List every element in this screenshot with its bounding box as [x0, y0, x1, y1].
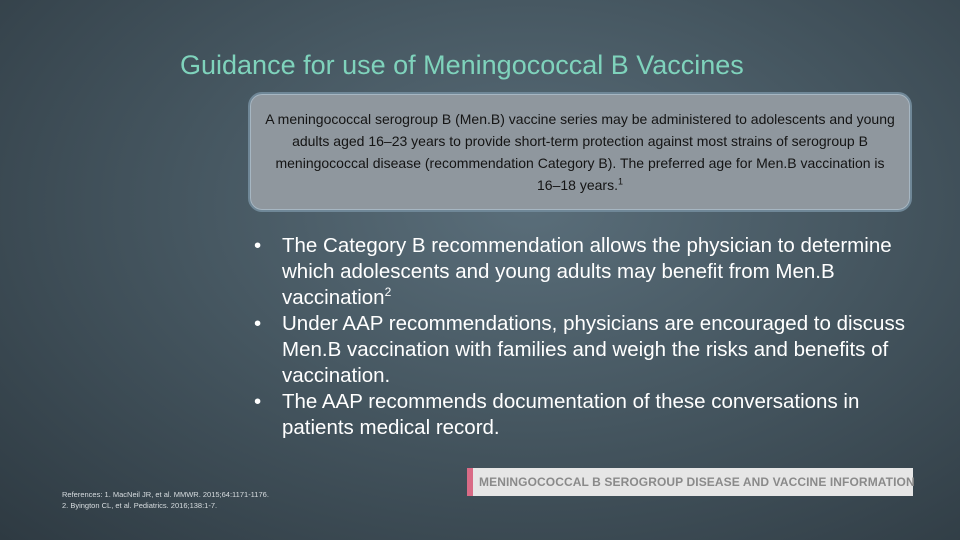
- bullet-marker: •: [254, 390, 262, 413]
- bullet-marker: •: [254, 312, 262, 335]
- recommendation-callout: [248, 92, 912, 212]
- bullet-marker: •: [254, 234, 262, 257]
- bullet-text: The AAP recommends documentation of these conversations in patients medical record.: [282, 390, 860, 439]
- bullet-item-category-b: [254, 233, 934, 311]
- callout-text-wrapper: [262, 108, 898, 196]
- callout-text: A meningococcal serogroup B (Men.B) vaccine series may be administered to adolescents and young adults aged 16–23 years to provide short-term protection against most strains of serogroup B meningococcal disease (recommendation Category B). The preferred age for Men.B vaccination is 16–18 years.: [265, 111, 895, 193]
- callout-footnote: 1: [617, 176, 623, 187]
- bullet-item-documentation: [254, 389, 934, 441]
- banner-text: MENINGOCOCCAL B SEROGROUP DISEASE AND VACCINE INFORMATION: [479, 475, 915, 489]
- bullet-list: [254, 233, 934, 441]
- bullet-footnote: 2: [384, 285, 392, 300]
- slide-title: Guidance for use of Meningococcal B Vaccines: [180, 50, 744, 80]
- bullet-text: The Category B recommendation allows the physician to determine which adolescents and young adults may benefit from Men.B vaccination: [282, 234, 892, 309]
- info-banner-link[interactable]: [467, 468, 913, 496]
- references: [62, 489, 269, 511]
- bullet-text: Under AAP recommendations, physicians are encouraged to discuss Men.B vaccination with families and weigh the risks and benefits of vaccination.: [282, 312, 905, 387]
- reference-line-1: References: 1. MacNeil JR, et al. MMWR. 2015;64:1171-1176.: [62, 490, 269, 499]
- bullet-item-aap-recommendations: [254, 311, 934, 389]
- reference-line-2: 2. Byington CL, et al. Pediatrics. 2016;138:1-7.: [62, 501, 218, 510]
